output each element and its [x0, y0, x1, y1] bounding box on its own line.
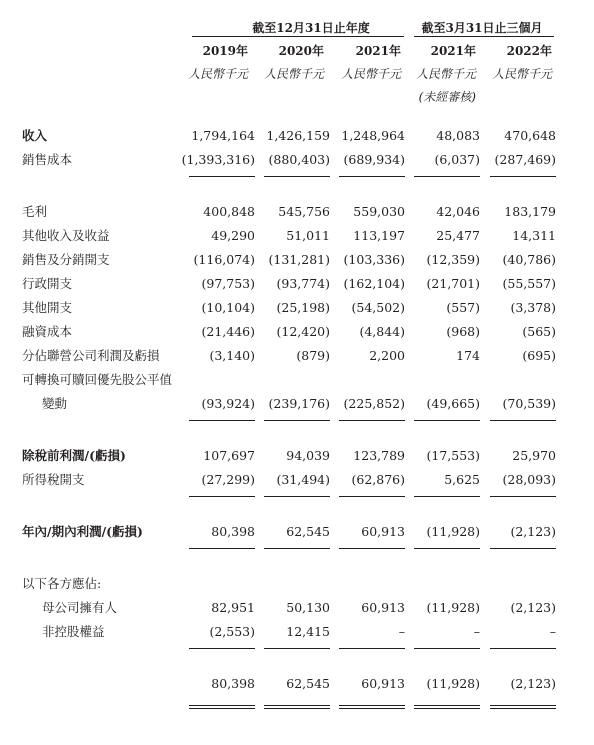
cell-2021-q1: 48,083 — [436, 128, 480, 143]
cell-2020: (879) — [296, 348, 330, 363]
subtotal-rule — [264, 496, 330, 497]
subtotal-rule — [189, 648, 255, 649]
row-finance-costs — [0, 322, 594, 342]
currency-header-2022-q1: 人民幣千元 — [491, 67, 552, 81]
currency-header-2019: 人民幣千元 — [187, 67, 248, 81]
cell-2019: (93,924) — [201, 396, 255, 411]
cell-2020: 1,426,159 — [266, 128, 330, 143]
subtotal-rule — [264, 548, 330, 549]
cell-2022-q1: 470,648 — [504, 128, 556, 143]
row-preferred-shares-change — [0, 394, 594, 414]
currency-header-2020: 人民幣千元 — [263, 67, 324, 81]
cell-2021-q1: 42,046 — [436, 204, 480, 219]
currency-header-2021: 人民幣千元 — [340, 67, 401, 81]
cell-2021: 1,248,964 — [341, 128, 405, 143]
row-cost-of-sales — [0, 150, 594, 170]
cell-2022-q1: (40,786) — [502, 252, 556, 267]
total-double-rule — [189, 705, 255, 709]
cell-2022-q1: (2,123) — [510, 676, 556, 691]
row-total — [0, 674, 594, 694]
cell-2021-q1: – — [473, 624, 480, 639]
row-label: 銷售及分銷開支 — [22, 252, 110, 267]
row-label: 收入 — [22, 128, 48, 143]
cell-2020: 50,130 — [286, 600, 330, 615]
cell-2019: (27,299) — [201, 472, 255, 487]
cell-2022-q1: (70,539) — [502, 396, 556, 411]
cell-2022-q1: 183,179 — [504, 204, 556, 219]
subtotal-rule — [189, 548, 255, 549]
cell-2021: 559,030 — [353, 204, 405, 219]
subtotal-rule — [339, 496, 405, 497]
cell-2019: (97,753) — [201, 276, 255, 291]
cell-2020: (31,494) — [276, 472, 330, 487]
row-selling-expenses — [0, 250, 594, 270]
period-header-fiscal-year: 截至12月31日止年度 — [252, 21, 370, 35]
cell-2021-q1: (11,928) — [426, 524, 480, 539]
cell-2022-q1: (287,469) — [494, 152, 556, 167]
year-header-2021-q1: 2021年 — [430, 44, 476, 58]
row-label: 變動 — [42, 396, 68, 411]
cell-2020: 12,415 — [286, 624, 330, 639]
row-gross-profit — [0, 202, 594, 222]
subtotal-rule — [414, 420, 480, 421]
subtotal-rule — [339, 176, 405, 177]
cell-2021: 60,913 — [361, 600, 405, 615]
subtotal-rule — [414, 176, 480, 177]
row-label: 其他開支 — [22, 300, 73, 315]
cell-2020: 62,545 — [286, 524, 330, 539]
cell-2019: (116,074) — [193, 252, 255, 267]
cell-2021: (54,502) — [351, 300, 405, 315]
cell-2022-q1: (2,123) — [510, 524, 556, 539]
row-other-income — [0, 226, 594, 246]
row-owners-of-parent — [0, 598, 594, 618]
cell-2020: (25,198) — [276, 300, 330, 315]
row-admin-expenses — [0, 274, 594, 294]
subtotal-rule — [339, 420, 405, 421]
row-profit-before-tax — [0, 446, 594, 466]
row-label: 母公司擁有人 — [42, 600, 118, 615]
subtotal-rule — [490, 420, 556, 421]
total-double-rule — [414, 705, 480, 709]
row-label: 分佔聯營公司利潤及虧損 — [22, 348, 160, 363]
row-revenue — [0, 126, 594, 146]
subtotal-rule — [189, 496, 255, 497]
subtotal-rule — [339, 648, 405, 649]
cell-2021-q1: (557) — [446, 300, 480, 315]
cell-2022-q1: (55,557) — [502, 276, 556, 291]
year-header-2020: 2020年 — [278, 44, 324, 58]
row-preferred-shares-fair-value — [0, 370, 594, 390]
total-double-rule — [339, 705, 405, 709]
cell-2021-q1: (6,037) — [434, 152, 480, 167]
subtotal-rule — [264, 420, 330, 421]
subtotal-rule — [490, 176, 556, 177]
row-label: 所得稅開支 — [22, 472, 85, 487]
cell-2022-q1: – — [549, 624, 556, 639]
subtotal-rule — [414, 496, 480, 497]
cell-2021: 113,197 — [353, 228, 405, 243]
cell-2019: 82,951 — [211, 600, 255, 615]
row-other-expenses — [0, 298, 594, 318]
row-profit-for-period — [0, 522, 594, 542]
cell-2021-q1: (21,701) — [426, 276, 480, 291]
cell-2020: 545,756 — [278, 204, 330, 219]
unaudited-note: (未經審核) — [418, 90, 476, 104]
row-label: 銷售成本 — [22, 152, 73, 167]
currency-header-2021-q1: 人民幣千元 — [415, 67, 476, 81]
cell-2021: (4,844) — [359, 324, 405, 339]
cell-2021-q1: (11,928) — [426, 600, 480, 615]
row-label: 除稅前利潤/(虧損) — [22, 448, 126, 463]
cell-2020: (880,403) — [268, 152, 330, 167]
year-header-2021: 2021年 — [355, 44, 401, 58]
cell-2021-q1: 5,625 — [444, 472, 480, 487]
cell-2021: (162,104) — [343, 276, 405, 291]
cell-2021: 2,200 — [369, 348, 405, 363]
cell-2020: (131,281) — [268, 252, 330, 267]
cell-2021-q1: (11,928) — [426, 676, 480, 691]
cell-2021-q1: (17,553) — [426, 448, 480, 463]
cell-2022-q1: 14,311 — [512, 228, 556, 243]
cell-2019: (2,553) — [209, 624, 255, 639]
cell-2021: 123,789 — [353, 448, 405, 463]
row-label: 非控股權益 — [42, 624, 105, 639]
period-header-fiscal-year-underline — [192, 36, 404, 37]
row-label: 年內/期內利潤/(虧損) — [22, 524, 143, 539]
cell-2019: 107,697 — [203, 448, 255, 463]
cell-2021-q1: 25,477 — [436, 228, 480, 243]
cell-2019: 1,794,164 — [191, 128, 255, 143]
cell-2021: 60,913 — [361, 676, 405, 691]
subtotal-rule — [490, 648, 556, 649]
cell-2022-q1: (565) — [522, 324, 556, 339]
cell-2020: (93,774) — [276, 276, 330, 291]
cell-2021-q1: (12,359) — [426, 252, 480, 267]
cell-2019: (10,104) — [201, 300, 255, 315]
row-label: 其他收入及收益 — [22, 228, 110, 243]
row-label: 行政開支 — [22, 276, 73, 291]
subtotal-rule — [189, 420, 255, 421]
cell-2022-q1: (2,123) — [510, 600, 556, 615]
year-header-2022-q1: 2022年 — [506, 44, 552, 58]
cell-2021: 60,913 — [361, 524, 405, 539]
cell-2019: 49,290 — [211, 228, 255, 243]
period-header-three-months-underline — [414, 36, 554, 37]
cell-2021: – — [398, 624, 405, 639]
total-double-rule — [264, 705, 330, 709]
subtotal-rule — [264, 648, 330, 649]
cell-2020: (12,420) — [276, 324, 330, 339]
subtotal-rule — [490, 548, 556, 549]
row-share-of-associates — [0, 346, 594, 366]
subtotal-rule — [189, 176, 255, 177]
cell-2021: (103,336) — [343, 252, 405, 267]
subtotal-rule — [414, 548, 480, 549]
cell-2019: 80,398 — [211, 524, 255, 539]
subtotal-rule — [264, 176, 330, 177]
cell-2022-q1: (28,093) — [502, 472, 556, 487]
cell-2020: 62,545 — [286, 676, 330, 691]
total-double-rule — [490, 705, 556, 709]
cell-2021: (225,852) — [343, 396, 405, 411]
row-label: 毛利 — [22, 204, 48, 219]
cell-2021: (689,934) — [343, 152, 405, 167]
year-header-2019: 2019年 — [202, 44, 248, 58]
cell-2019: (21,446) — [201, 324, 255, 339]
cell-2022-q1: (695) — [522, 348, 556, 363]
cell-2022-q1: 25,970 — [512, 448, 556, 463]
row-income-tax — [0, 470, 594, 490]
cell-2019: 400,848 — [203, 204, 255, 219]
row-attributable-to — [0, 574, 594, 594]
cell-2020: (239,176) — [268, 396, 330, 411]
cell-2020: 94,039 — [286, 448, 330, 463]
subtotal-rule — [414, 648, 480, 649]
cell-2021: (62,876) — [351, 472, 405, 487]
row-label: 融資成本 — [22, 324, 73, 339]
cell-2019: (1,393,316) — [181, 152, 255, 167]
subtotal-rule — [339, 548, 405, 549]
cell-2021-q1: (968) — [446, 324, 480, 339]
row-label: 可轉換可贖回優先股公平值 — [22, 372, 173, 387]
subtotal-rule — [490, 496, 556, 497]
period-header-three-months: 截至3月31日止三個月 — [421, 21, 543, 35]
row-non-controlling — [0, 622, 594, 642]
cell-2019: 80,398 — [211, 676, 255, 691]
cell-2019: (3,140) — [209, 348, 255, 363]
cell-2022-q1: (3,378) — [510, 300, 556, 315]
cell-2020: 51,011 — [286, 228, 330, 243]
row-label: 以下各方應佔: — [22, 576, 102, 591]
cell-2021-q1: (49,665) — [426, 396, 480, 411]
cell-2021-q1: 174 — [456, 348, 480, 363]
